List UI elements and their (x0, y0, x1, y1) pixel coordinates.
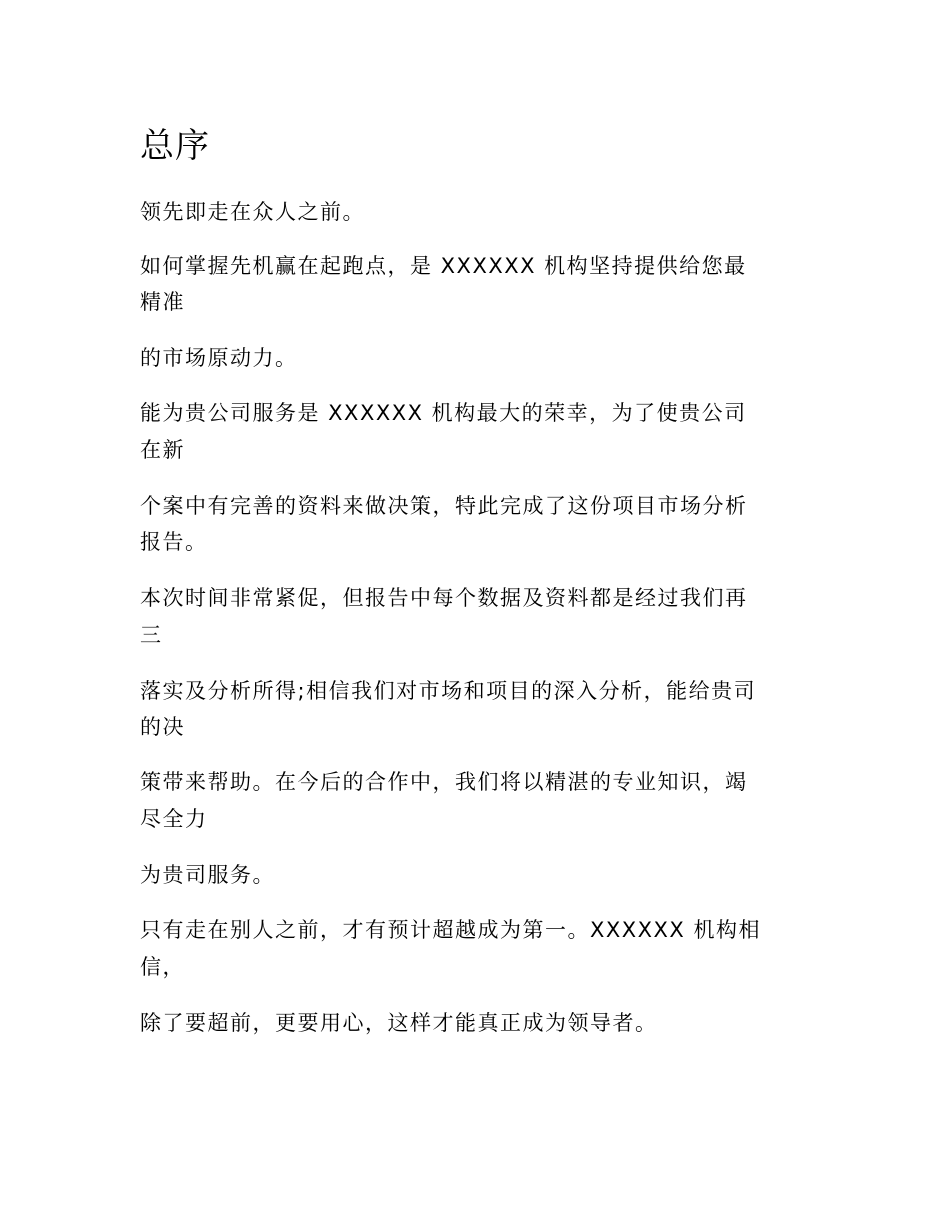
text-line: 信， (140, 955, 185, 979)
text-line: 领先即走在众人之前。 (140, 200, 365, 224)
text-line: 如何掌握先机赢在起跑点，是 XXXXXX 机构坚持提供给您最 (140, 254, 747, 278)
text-line: 策带来帮助。在今后的合作中，我们将以精湛的专业知识，竭 (140, 770, 748, 794)
text-line: 三 (140, 623, 163, 647)
text-line: 精准 (140, 290, 185, 314)
text-line: 个案中有完善的资料来做决策，特此完成了这份项目市场分析 (140, 494, 748, 518)
text-line: 的市场原动力。 (140, 346, 298, 370)
text-line: 的决 (140, 715, 185, 739)
text-line: 在新 (140, 438, 185, 462)
page-title: 总序 (140, 126, 210, 166)
text-line: 本次时间非常紧促，但报告中每个数据及资料都是经过我们再 (140, 586, 748, 610)
text-line: 尽全力 (140, 807, 208, 831)
text-line: 只有走在别人之前，才有预计超越成为第一。XXXXXX 机构相 (140, 918, 761, 942)
text-line: 除了要超前，更要用心，这样才能真正成为领导者。 (140, 1011, 658, 1035)
text-line: 报告。 (140, 530, 208, 554)
text-line: 能为贵公司服务是 XXXXXX 机构最大的荣幸，为了使贵公司 (140, 401, 747, 425)
text-line: 为贵司服务。 (140, 863, 275, 887)
text-line: 落实及分析所得;相信我们对市场和项目的深入分析，能给贵司 (140, 679, 757, 703)
